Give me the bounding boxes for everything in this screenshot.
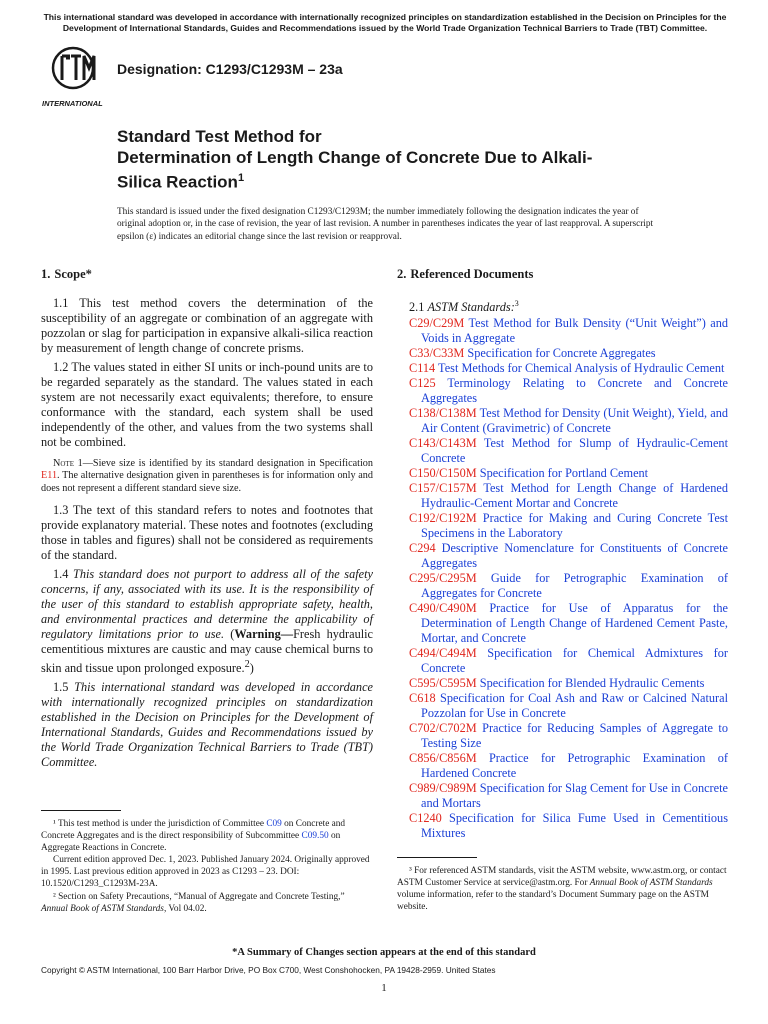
ref-intro-num: 2.1 bbox=[409, 300, 428, 315]
reference-code-link[interactable]: C494/C494M bbox=[409, 646, 477, 661]
reference-code-link[interactable]: C114 bbox=[409, 361, 436, 376]
page-number: 1 bbox=[381, 982, 387, 994]
fn2-text-a: ² Section on Safety Precautions, “Manual of Aggregate and Concrete Testing,” bbox=[53, 891, 345, 902]
footnotes-left bbox=[41, 818, 373, 915]
warning-text: Fresh hydraulic cementitious mixtures are caustic and may cause chemical burns to skin and tissue upon prolonged exposure. bbox=[41, 626, 374, 675]
reference-title-link[interactable]: Practice for Use of Apparatus for the Determination of Length Change of Hardened Cement Paste, Mortar, and Concrete bbox=[421, 601, 728, 646]
astm-logo bbox=[40, 46, 110, 108]
footnote-rule-right bbox=[397, 857, 477, 858]
c09-50-link[interactable]: C09.50 bbox=[301, 831, 329, 842]
reference-item bbox=[409, 346, 728, 361]
reference-code-link[interactable]: C29/C29M bbox=[409, 316, 465, 331]
note-1-text-a: Sieve size is identified by its standard designation in Specification bbox=[92, 458, 373, 469]
reference-item bbox=[409, 751, 728, 781]
reference-title-link[interactable]: Practice for Making and Curing Concrete Test Specimens in the Laboratory bbox=[421, 511, 728, 541]
reference-item bbox=[409, 601, 728, 646]
referenced-number: 2. bbox=[397, 267, 407, 281]
reference-code-link[interactable]: C157/C157M bbox=[409, 481, 477, 496]
title-line-1: Standard Test Method for bbox=[117, 127, 322, 146]
reference-code-link[interactable]: C989/C989M bbox=[409, 781, 477, 796]
reference-item bbox=[409, 541, 728, 571]
scope-title: Scope* bbox=[54, 267, 92, 281]
para-1-5-italic: This international standard was developed in accordance with internationally recognized principles on standardization established in the Decision on Principles for the Development of International Standards, Guides and Recommendations issued by the World Trade Organization Technical Barriers to Trade (TBT) Committee. bbox=[41, 679, 373, 769]
reference-item bbox=[409, 361, 728, 376]
fn2-text-b: , Vol 04.02. bbox=[163, 903, 207, 914]
reference-code-link[interactable]: C150/C150M bbox=[409, 466, 477, 481]
reference-code-link[interactable]: C490/C490M bbox=[409, 601, 477, 616]
reference-item bbox=[409, 781, 728, 811]
reference-title-link[interactable]: Specification for Blended Hydraulic Cements bbox=[476, 676, 705, 691]
reference-title-link[interactable]: Terminology Relating to Concrete and Concrete Aggregates bbox=[421, 376, 728, 406]
note-1 bbox=[41, 458, 373, 495]
footnote-1 bbox=[41, 818, 373, 854]
c09-link[interactable]: C09 bbox=[266, 819, 282, 829]
reference-item bbox=[409, 376, 728, 406]
header-notice: This international standard was developed in accordance with internationally recognized principles on standardization established in the Decision on Principles for the Development of International Standards, Guides and Recommendations issued by the World Trade Organization Technical Barriers to Trade (TBT) Committee. bbox=[43, 12, 727, 33]
title-line-3 bbox=[117, 168, 677, 193]
ref-intro-label: ASTM Standards: bbox=[427, 300, 515, 315]
fn3-italic: Annual Book of ASTM Standards bbox=[589, 878, 713, 889]
document-title bbox=[117, 126, 677, 193]
reference-code-link[interactable]: C143/C143M bbox=[409, 436, 477, 451]
issue-note: This standard is issued under the fixed designation C1293/C1293M; the number immediately following the designation indicates the year of original adoption or, in the case of revision, the year of last revision. A number in parentheses indicates the year of last reapproval. A superscript epsilon (ε) indicates an editorial change since the last revision or reapproval. bbox=[117, 207, 654, 242]
title-line-3-text: Silica Reaction bbox=[117, 172, 238, 192]
reference-title-link[interactable]: Practice for Reducing Samples of Aggregate to Testing Size bbox=[421, 721, 728, 751]
footnotes-right bbox=[397, 865, 728, 913]
reference-item bbox=[409, 466, 728, 481]
reference-title-link[interactable]: Test Method for Density (Unit Weight), Yield, and Air Content (Gravimetric) of Concrete bbox=[421, 406, 728, 436]
reference-code-link[interactable]: C192/C192M bbox=[409, 511, 477, 526]
left-column bbox=[41, 267, 373, 774]
scope-para-1-2: 1.2 The values stated in either SI units or inch-pound units are to be regarded separately as the standard. The values stated in each system are not necessarily exact equivalents; therefore, to ensure conformance with the standard, each system shall be used independently of the other, and values from the two systems shall not be combined. bbox=[41, 360, 373, 449]
footnote-2-ref[interactable]: 2 bbox=[244, 658, 250, 670]
reference-item bbox=[409, 316, 728, 346]
reference-title-link[interactable]: Specification for Chemical Admixtures for Concrete bbox=[421, 646, 728, 676]
reference-item bbox=[409, 481, 728, 511]
footnote-1-edition: Current edition approved Dec. 1, 2023. Published January 2024. Originally approved in 1995. Last previous edition approved in 2023 as C1293 – 23. DOI: 10.1520/C1293_C1293M-23A. bbox=[41, 855, 370, 890]
reference-title-link[interactable]: Test Method for Bulk Density (“Unit Weight”) and Voids in Aggregate bbox=[421, 316, 728, 346]
fn3-text-b: volume information, refer to the standard’s Document Summary page on the ASTM website. bbox=[397, 890, 709, 913]
reference-title-link[interactable]: Test Method for Slump of Hydraulic-Cement Concrete bbox=[421, 436, 728, 466]
reference-code-link[interactable]: C33/C33M bbox=[409, 346, 465, 361]
scope-para-1-4: 1.4 This standard does not purport to address all of the safety concerns, if any, associated with its use. It is the responsibility of the user of this standard to establish appropriate safety, health, and environmental practices and determine the applicability of regulatory limitations prior to use. (Warning—Fresh hydraulic cementitious mixtures are caustic and may cause chemical burns to skin and tissue upon prolonged exposure.$^2$) bbox=[41, 566, 374, 675]
fn1-text-c: on Aggregate Reactions in Concrete. bbox=[41, 831, 341, 854]
designation: Designation: C1293/C1293M – 23a bbox=[117, 61, 343, 77]
scope-heading bbox=[41, 267, 373, 282]
reference-code-link[interactable]: C618 bbox=[409, 691, 436, 706]
reference-item bbox=[409, 811, 728, 841]
reference-code-link[interactable]: C295/C295M bbox=[409, 571, 477, 586]
reference-item bbox=[409, 436, 728, 466]
reference-title-link[interactable]: Specification for Slag Cement for Use in Concrete and Mortars bbox=[421, 781, 728, 811]
reference-title-link[interactable]: Practice for Petrographic Examination of Hardened Concrete bbox=[421, 751, 728, 781]
reference-item bbox=[409, 676, 728, 691]
reference-code-link[interactable]: C294 bbox=[409, 541, 436, 556]
reference-title-link[interactable]: Specification for Silica Fume Used in Cementitious Mixtures bbox=[421, 811, 728, 841]
reference-item bbox=[409, 406, 728, 436]
reference-title-link[interactable]: Descriptive Nomenclature for Constituents of Concrete Aggregates bbox=[421, 541, 728, 571]
fn3-text-a: ³ For referenced ASTM standards, visit the ASTM website, www.astm.org, or contact ASTM Customer Service at service@astm.org. For bbox=[397, 866, 727, 889]
reference-code-link[interactable]: C1240 bbox=[409, 811, 442, 826]
reference-item bbox=[409, 571, 728, 601]
para-1-5-num: 1.5 bbox=[53, 679, 75, 694]
reference-code-link[interactable]: C702/C702M bbox=[409, 721, 477, 736]
scope-number: 1. bbox=[41, 267, 51, 281]
reference-item bbox=[409, 511, 728, 541]
footnote-3-ref[interactable]: 3 bbox=[514, 299, 519, 308]
right-column bbox=[397, 267, 728, 841]
title-footnote-ref[interactable]: 1 bbox=[237, 172, 245, 184]
reference-item bbox=[409, 691, 728, 721]
reference-item bbox=[409, 646, 728, 676]
fn1-text-a: ¹ This test method is under the jurisdiction of Committee bbox=[53, 819, 267, 829]
footnote-rule-left bbox=[41, 810, 121, 811]
reference-code-link[interactable]: C856/C856M bbox=[409, 751, 477, 766]
reference-code-link[interactable]: C138/C138M bbox=[409, 406, 477, 421]
para-1-4-num: 1.4 bbox=[53, 566, 73, 581]
astm-standards-intro bbox=[409, 296, 728, 315]
reference-title-link[interactable]: Guide for Petrographic Examination of Aggregates for Concrete bbox=[421, 571, 728, 601]
scope-para-1-1: 1.1 This test method covers the determination of the susceptibility of an aggregate or combination of an aggregate with pozzolan or slag for participation in expansive alkali-silica reaction by measurement of length change of concrete prisms. bbox=[41, 296, 373, 355]
copyright: Copyright © ASTM International, 100 Barr Harbor Drive, PO Box C700, West Conshohocken, PA 19428-2959. United States bbox=[41, 965, 496, 975]
reference-title-link[interactable]: Specification for Concrete Aggregates bbox=[464, 346, 656, 361]
reference-item bbox=[409, 721, 728, 751]
title-line-2: Determination of Length Change of Concrete Due to Alkali- bbox=[117, 148, 593, 167]
note-1-text-b: . The alternative designation given in parentheses is for information only and does not represent a different standard sieve size. bbox=[41, 470, 373, 494]
summary-of-changes-note: *A Summary of Changes section appears at the end of this standard bbox=[232, 947, 536, 958]
astm-logo-icon bbox=[40, 46, 110, 108]
reference-code-link[interactable]: C125 bbox=[409, 376, 436, 391]
reference-title-link[interactable]: Test Method for Length Change of Hardened Hydraulic-Cement Mortar and Concrete bbox=[421, 481, 728, 511]
footnote-2 bbox=[41, 891, 373, 915]
logo-text: INTERNATIONAL bbox=[42, 99, 103, 108]
reference-title-link[interactable]: Test Methods for Chemical Analysis of Hydraulic Cement bbox=[435, 361, 725, 376]
scope-para-1-3: 1.3 The text of this standard refers to notes and footnotes that provide explanatory material. These notes and footnotes (excluding those in tables and figures) shall not be considered as requirements of the standard. bbox=[41, 502, 373, 562]
footnote-3 bbox=[397, 865, 728, 913]
reference-list bbox=[397, 316, 728, 841]
scope-para-1-5 bbox=[41, 680, 373, 770]
para-1-4-italic: This standard does not purport to address all of the safety concerns, if any, associated with its use. It is the responsibility of the user of this standard to establish appropriate safety, health, and environmental practices and determine the applicability of regulatory limitations prior to use. bbox=[41, 566, 373, 641]
reference-title-link[interactable]: Specification for Portland Cement bbox=[476, 466, 649, 481]
warning-label: Warning— bbox=[234, 626, 294, 641]
reference-code-link[interactable]: C595/C595M bbox=[409, 676, 477, 691]
e11-link[interactable]: E11 bbox=[41, 470, 58, 482]
referenced-heading bbox=[397, 267, 728, 282]
fn2-italic: Annual Book of ASTM Standards bbox=[41, 903, 164, 914]
reference-title-link[interactable]: Specification for Coal Ash and Raw or Calcined Natural Pozzolan for Use in Concrete bbox=[421, 691, 728, 721]
note-1-label: Note 1— bbox=[53, 458, 93, 469]
referenced-title: Referenced Documents bbox=[410, 267, 534, 281]
fn1-text-b: on Concrete and Concrete Aggregates and is the direct responsibility of Subcommittee bbox=[41, 819, 346, 842]
